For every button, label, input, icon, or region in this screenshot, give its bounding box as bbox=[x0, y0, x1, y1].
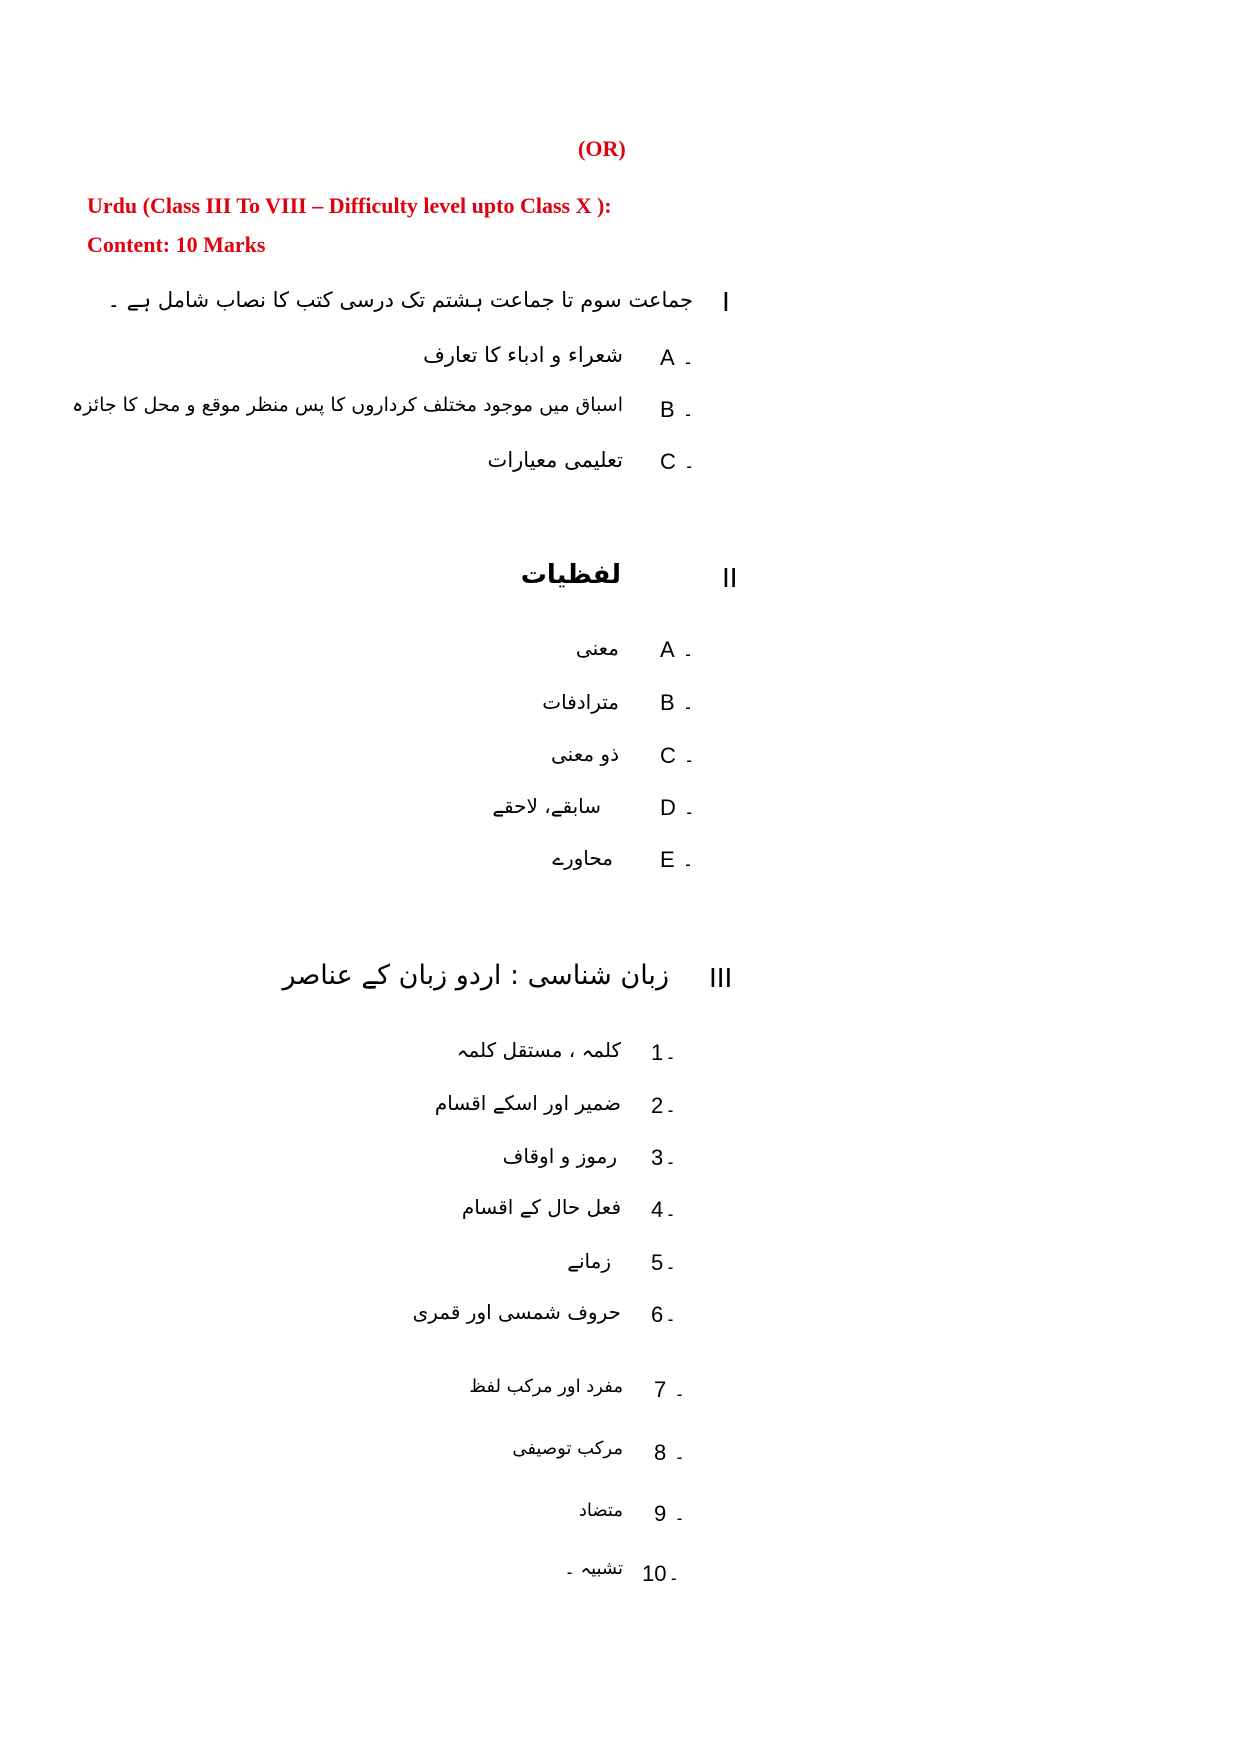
item-separator: ۔ bbox=[682, 639, 694, 661]
list-item bbox=[660, 690, 693, 716]
item-label: B bbox=[660, 397, 675, 422]
list-item bbox=[651, 1302, 676, 1328]
item-separator: ۔ bbox=[682, 399, 694, 421]
item-separator: ۔ bbox=[665, 1147, 676, 1169]
list-item bbox=[651, 1145, 676, 1171]
item-separator: ۔ bbox=[665, 1042, 676, 1064]
list-item bbox=[651, 1197, 676, 1223]
section1-heading: جماعت سوم تا جماعت ہشتم تک درسی کتب کا نصاب شامل ہے ۔ bbox=[107, 288, 693, 312]
item-text: مرکب توصیفی bbox=[512, 1438, 623, 1459]
item-text: زمانے bbox=[567, 1249, 611, 1273]
item-label: 2 bbox=[651, 1093, 664, 1118]
item-label: A bbox=[660, 637, 675, 662]
item-separator: ۔ bbox=[665, 1095, 676, 1117]
list-item bbox=[660, 449, 694, 475]
item-text: تعلیمی معیارات bbox=[487, 448, 623, 472]
item-text: رموز و اوقاف bbox=[502, 1144, 617, 1168]
or-label: (OR) bbox=[578, 136, 626, 161]
item-text: متضاد bbox=[578, 1500, 623, 1521]
list-item bbox=[642, 1561, 679, 1587]
section1-numeral: I bbox=[722, 286, 730, 317]
item-text: مترادفات bbox=[542, 690, 619, 714]
list-item bbox=[654, 1501, 685, 1527]
list-item bbox=[660, 345, 693, 371]
item-text: ذو معنی bbox=[551, 742, 619, 766]
item-label: B bbox=[660, 690, 675, 715]
list-item bbox=[651, 1093, 676, 1119]
list-item bbox=[654, 1440, 685, 1466]
item-text: فعل حال کے اقسام bbox=[461, 1195, 621, 1219]
item-label: 5 bbox=[651, 1250, 664, 1275]
list-item bbox=[660, 743, 694, 769]
section3-heading: زبان شناسی : اردو زبان کے عناصر bbox=[282, 960, 669, 991]
item-separator: ۔ bbox=[683, 797, 695, 819]
item-separator: ۔ bbox=[674, 1503, 685, 1525]
item-label: C bbox=[660, 449, 676, 474]
item-label: 8 bbox=[654, 1440, 667, 1465]
item-label: 6 bbox=[651, 1302, 664, 1327]
item-text: حروف شمسی اور قمری bbox=[412, 1300, 621, 1324]
content-marks: Content: 10 Marks bbox=[87, 232, 266, 257]
list-item bbox=[651, 1040, 676, 1066]
item-separator: ۔ bbox=[674, 1442, 685, 1464]
item-label: E bbox=[660, 847, 675, 872]
item-text: محاورے bbox=[552, 846, 613, 870]
list-item bbox=[651, 1250, 676, 1276]
item-text: مفرد اور مرکب لفظ bbox=[469, 1376, 623, 1397]
section2-numeral: II bbox=[722, 562, 738, 593]
item-separator: ۔ bbox=[665, 1304, 676, 1326]
list-item bbox=[660, 795, 694, 821]
item-label: 9 bbox=[654, 1501, 667, 1526]
item-separator: ۔ bbox=[665, 1199, 676, 1221]
item-separator: ۔ bbox=[668, 1563, 680, 1585]
item-text: معنی bbox=[575, 636, 619, 660]
list-item bbox=[654, 1377, 685, 1403]
item-separator: ۔ bbox=[683, 745, 695, 767]
item-label: C bbox=[660, 743, 676, 768]
item-text: اسباق میں موجود مختلف کرداروں کا پس منظر موقع و محل کا جائزہ bbox=[72, 394, 623, 416]
item-separator: ۔ bbox=[665, 1252, 676, 1274]
item-label: 7 bbox=[654, 1377, 667, 1402]
item-separator: ۔ bbox=[682, 692, 694, 714]
item-text: سابقے، لاحقے bbox=[492, 794, 601, 818]
item-text: شعراء و ادباء کا تعارف bbox=[423, 343, 623, 367]
list-item bbox=[660, 397, 693, 423]
item-separator: ۔ bbox=[674, 1379, 685, 1401]
item-label: 4 bbox=[651, 1197, 664, 1222]
item-label: A bbox=[660, 345, 675, 370]
list-item bbox=[660, 847, 693, 873]
item-text: تشبیہ ۔ bbox=[564, 1558, 623, 1579]
item-label: D bbox=[660, 795, 676, 820]
page-title: Urdu (Class III To VIII – Difficulty level upto Class X ): bbox=[87, 193, 612, 218]
item-separator: ۔ bbox=[683, 451, 695, 473]
section3-numeral: III bbox=[709, 962, 733, 993]
item-label: 1 bbox=[651, 1040, 664, 1065]
item-separator: ۔ bbox=[682, 849, 694, 871]
item-label: 10 bbox=[642, 1561, 667, 1586]
item-separator: ۔ bbox=[682, 347, 694, 369]
section2-heading: لفظیات bbox=[520, 560, 621, 590]
item-text: کلمہ ، مستقل کلمہ bbox=[456, 1038, 621, 1062]
item-label: 3 bbox=[651, 1145, 664, 1170]
list-item bbox=[660, 637, 693, 663]
item-text: ضمیر اور اسکے اقسام bbox=[434, 1091, 621, 1115]
